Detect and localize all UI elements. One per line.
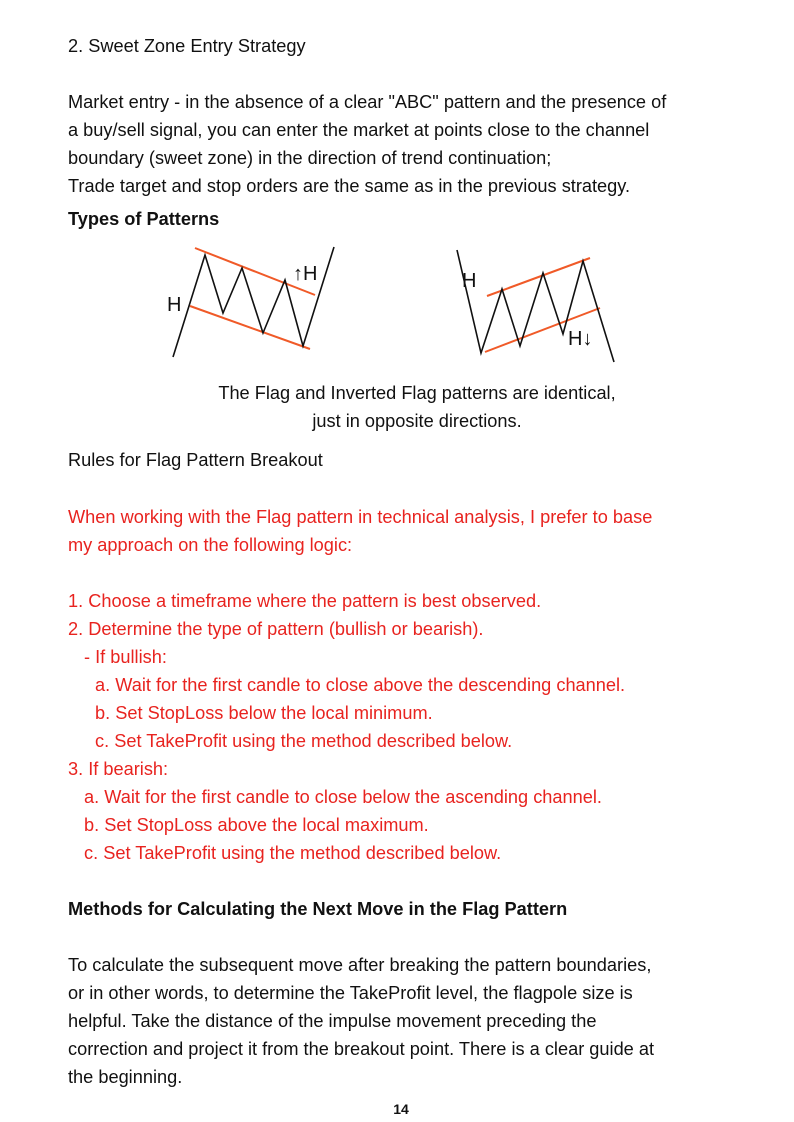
caption-line-1: The Flag and Inverted Flag patterns are identical, (218, 383, 616, 403)
caption-line-2: just in opposite directions. (312, 411, 522, 431)
inverted-right-label: H↓ (568, 328, 593, 350)
methods-line-4: correction and project it from the breakout point. There is a clear guide at (68, 1039, 655, 1059)
step-bearish-b: b. Set StopLoss above the local maximum. (84, 815, 429, 835)
methods-line-1: To calculate the subsequent move after breaking the pattern boundaries, (68, 955, 652, 975)
step-1: 1. Choose a timeframe where the pattern is best observed. (68, 591, 542, 611)
flag-left-label: H (167, 294, 182, 316)
logic-intro-line-1: When working with the Flag pattern in technical analysis, I prefer to base (68, 507, 653, 527)
flag-right-label: ↑H (293, 263, 318, 285)
step-bullish-a: a. Wait for the first candle to close above the descending channel. (95, 675, 626, 695)
logic-intro-line-2: my approach on the following logic: (68, 535, 353, 555)
step-if-bullish: - If bullish: (84, 647, 167, 667)
step-bullish-b: b. Set StopLoss below the local minimum. (95, 703, 433, 723)
inverted-flag-pattern-figure (445, 240, 635, 365)
flag-pattern-figure (155, 240, 345, 365)
step-3: 3. If bearish: (68, 759, 169, 779)
inverted-left-label: H (462, 270, 477, 292)
methods-line-3: helpful. Take the distance of the impulse movement preceding the (68, 1011, 597, 1031)
section-title: 2. Sweet Zone Entry Strategy (68, 36, 306, 56)
step-bearish-a: a. Wait for the first candle to close below the ascending channel. (84, 787, 602, 807)
market-entry-line-2: a buy/sell signal, you can enter the market at points close to the channel (68, 120, 650, 140)
methods-line-2: or in other words, to determine the TakeProfit level, the flagpole size is (68, 983, 633, 1003)
market-entry-line-1: Market entry - in the absence of a clear "ABC" pattern and the presence of (68, 92, 667, 112)
methods-heading: Methods for Calculating the Next Move in the Flag Pattern (68, 899, 568, 919)
rules-heading: Rules for Flag Pattern Breakout (68, 450, 323, 470)
step-bullish-c: c. Set TakeProfit using the method described below. (95, 731, 513, 751)
page-number: 14 (393, 1101, 409, 1117)
market-entry-line-3: boundary (sweet zone) in the direction of trend continuation; (68, 148, 552, 168)
flag-channel-lower (190, 306, 310, 349)
types-heading: Types of Patterns (68, 209, 220, 229)
step-2: 2. Determine the type of pattern (bullish or bearish). (68, 619, 484, 639)
step-bearish-c: c. Set TakeProfit using the method described below. (84, 843, 502, 863)
methods-line-5: the beginning. (68, 1067, 183, 1087)
market-entry-line-4: Trade target and stop orders are the same as in the previous strategy. (68, 176, 631, 196)
